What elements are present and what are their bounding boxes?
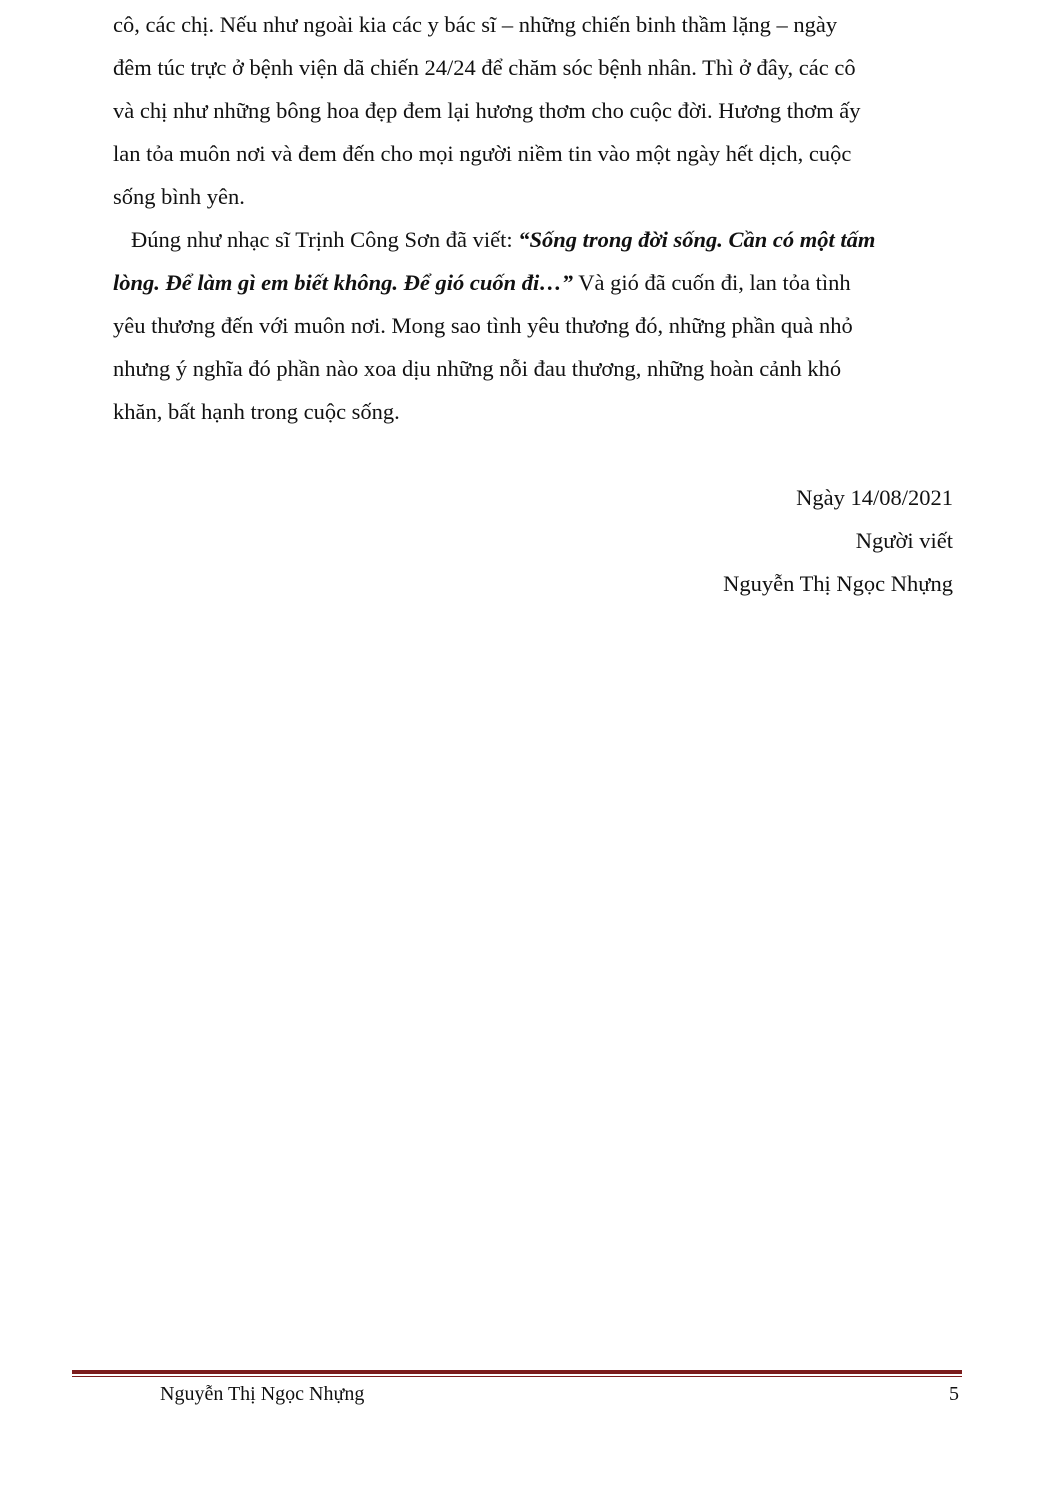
page-number: 5 [949, 1383, 959, 1405]
song-quote-part-2: lòng. Để làm gì em biết không. Để gió cuốn đi…” [113, 270, 574, 295]
footer-rule [72, 1370, 962, 1374]
paragraph-line: cô, các chị. Nếu như ngoài kia các y bác sĩ – những chiến binh thầm lặng – ngày [113, 12, 838, 37]
paragraph-line [113, 218, 963, 261]
quote-continuation: Và gió đã cuốn đi, lan tỏa tình [573, 270, 851, 295]
footer-rule-thin [72, 1376, 962, 1377]
paragraph-line: và chị như những bông hoa đẹp đem lại hương thơm cho cuộc đời. Hương thơm ấy [113, 98, 861, 123]
paragraph-2 [113, 218, 963, 433]
paragraph-line [113, 261, 963, 304]
paragraph-line: khăn, bất hạnh trong cuộc sống. [113, 399, 400, 424]
document-body [113, 3, 963, 433]
paragraph-line: lan tỏa muôn nơi và đem đến cho mọi người niềm tin vào một ngày hết dịch, cuộc [113, 141, 852, 166]
paragraph-1 [113, 3, 963, 218]
signature-name: Nguyễn Thị Ngọc Nhựng [723, 571, 953, 596]
signature-block [723, 476, 953, 605]
paragraph-line: đêm túc trực ở bệnh viện dã chiến 24/24 để chăm sóc bệnh nhân. Thì ở đây, các cô [113, 55, 856, 80]
signature-date: Ngày 14/08/2021 [796, 485, 953, 510]
footer-author: Nguyễn Thị Ngọc Nhựng [160, 1383, 365, 1405]
paragraph-line: sống bình yên. [113, 184, 245, 209]
paragraph-line: yêu thương đến với muôn nơi. Mong sao tình yêu thương đó, những phần quà nhỏ [113, 313, 853, 338]
song-quote-part-1: “Sống trong đời sống. Cần có một tấm [518, 227, 876, 252]
paragraph-line: nhưng ý nghĩa đó phần nào xoa dịu những nỗi đau thương, những hoàn cảnh khó [113, 356, 842, 381]
signature-role: Người viết [855, 528, 953, 553]
quote-intro: Đúng như nhạc sĩ Trịnh Công Sơn đã viết: [131, 227, 519, 252]
